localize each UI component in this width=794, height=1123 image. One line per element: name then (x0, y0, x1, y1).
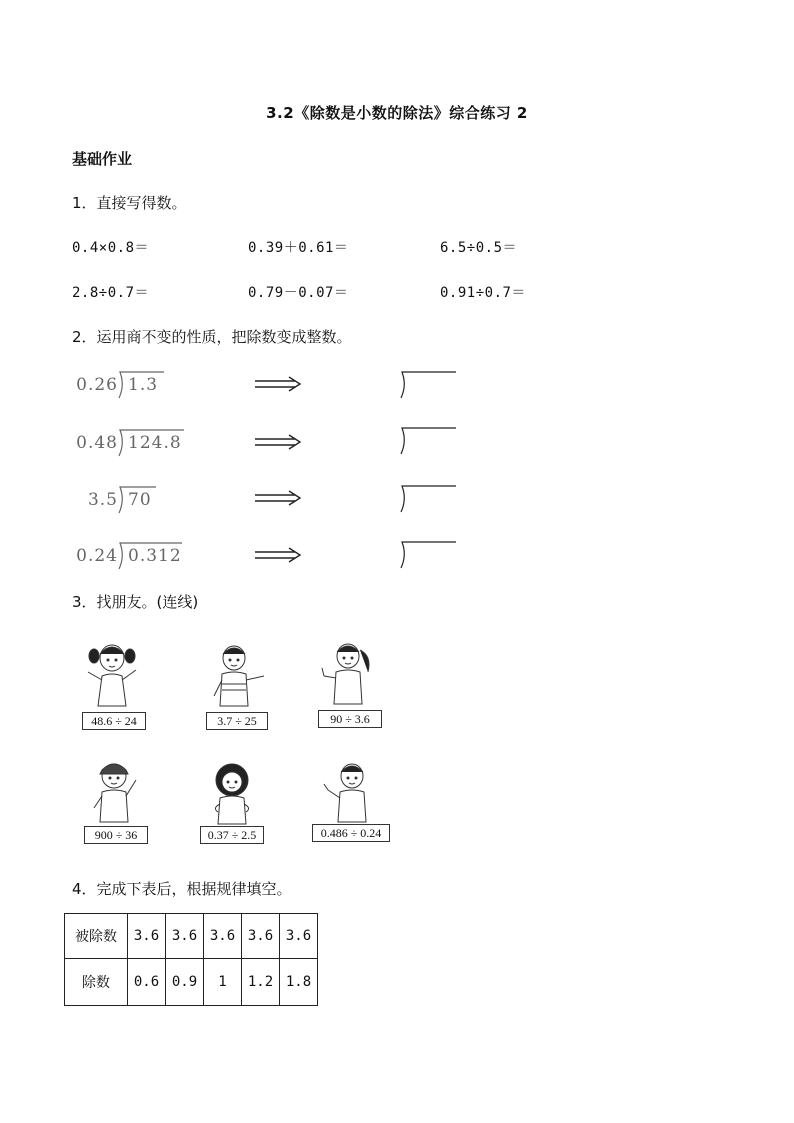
q1-item: 2.8÷0.7＝ (72, 285, 150, 301)
expression-card[interactable]: 900 ÷ 36 (84, 826, 148, 844)
dividend: 0.312 (128, 546, 182, 566)
answer-bracket[interactable] (398, 370, 458, 400)
dividend: 70 (128, 490, 152, 510)
child-figure-icon (318, 636, 382, 710)
double-arrow-icon (255, 490, 303, 506)
answer-bracket[interactable] (398, 540, 458, 570)
q3-heading: 3．找朋友。(连线) (72, 593, 199, 611)
table-cell: 3.6 (280, 914, 318, 959)
divisor: 0.48 (76, 433, 118, 453)
q1-item: 0.4×0.8＝ (72, 240, 150, 256)
expression-card[interactable]: 48.6 ÷ 24 (82, 712, 146, 730)
double-arrow-icon (255, 547, 303, 563)
table-cell: 1 (204, 959, 242, 1006)
page-title: 3.2《除数是小数的除法》综合练习 2 (266, 104, 528, 122)
q1-item: 0.91÷0.7＝ (440, 285, 526, 301)
table-cell: 3.6 (128, 914, 166, 959)
double-arrow-icon (255, 376, 303, 392)
double-arrow-icon (255, 434, 303, 450)
answer-bracket[interactable] (398, 484, 458, 514)
divisor: 3.5 (87, 490, 118, 510)
row-header: 被除数 (65, 914, 128, 959)
row-header: 除数 (65, 959, 128, 1006)
dividend: 1.3 (128, 375, 159, 395)
table-cell: 3.6 (166, 914, 204, 959)
table-cell: 3.6 (242, 914, 280, 959)
q4-heading: 4．完成下表后，根据规律填空。 (72, 880, 292, 898)
dividend: 124.8 (128, 433, 182, 453)
expression-card[interactable]: 0.486 ÷ 0.24 (312, 824, 390, 842)
table-cell: 0.9 (166, 959, 204, 1006)
divisor: 0.24 (76, 546, 118, 566)
q1-item: 6.5÷0.5＝ (440, 240, 518, 256)
expression-card[interactable]: 90 ÷ 3.6 (318, 710, 382, 728)
answer-bracket[interactable] (398, 426, 458, 456)
child-figure-icon (84, 756, 148, 826)
q1-item: 0.39＋0.61＝ (248, 240, 349, 256)
expression-card[interactable]: 3.7 ÷ 25 (206, 712, 268, 730)
q1-item: 0.79－0.07＝ (248, 285, 349, 301)
divisor: 0.26 (76, 375, 118, 395)
child-figure-icon (204, 640, 268, 712)
data-table (64, 913, 318, 1006)
child-figure-icon (80, 636, 144, 712)
child-figure-icon (200, 758, 264, 828)
table-cell: 1.8 (280, 959, 318, 1006)
table-row (65, 914, 318, 959)
child-figure-icon (320, 756, 384, 826)
q1-heading: 1．直接写得数。 (72, 194, 187, 212)
table-cell: 3.6 (204, 914, 242, 959)
expression-card[interactable]: 0.37 ÷ 2.5 (200, 826, 264, 844)
q2-heading: 2．运用商不变的性质，把除数变成整数。 (72, 328, 352, 346)
table-cell: 1.2 (242, 959, 280, 1006)
table-row (65, 959, 318, 1006)
section-title: 基础作业 (72, 150, 133, 168)
table-cell: 0.6 (128, 959, 166, 1006)
